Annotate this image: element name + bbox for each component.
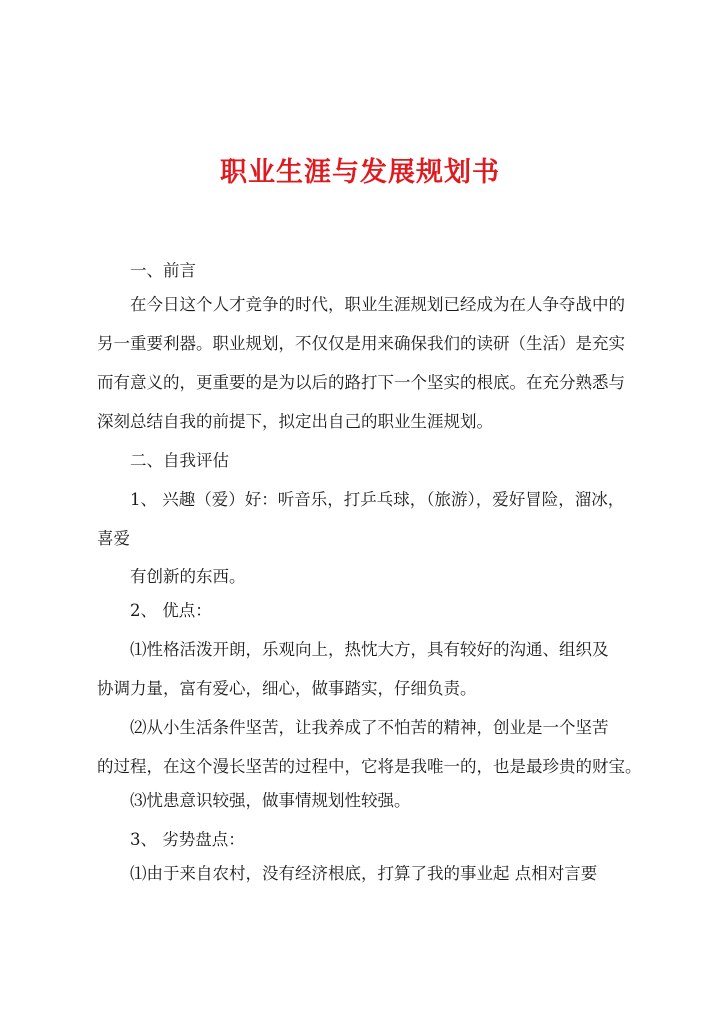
heading-self-assessment: 二、自我评估	[130, 451, 229, 470]
paragraph-line: ⑵从小生活条件坚苦，让我养成了不怕苦的精神，创业是一个坚苦	[130, 718, 609, 737]
paragraph-line: 另一重要利器。职业规划，不仅仅是用来确保我们的读研（生活）是充实	[97, 334, 625, 353]
paragraph-line: ⑴由于来自农村，没有经济根底，打算了我的事业起 点相对言要	[130, 864, 598, 883]
list-item-interests: 1、 兴趣（爱）好：听音乐，打乒乓球，（旅游），爱好冒险，溜冰，	[130, 490, 625, 509]
paragraph-line: 协调力量，富有爱心，细心，做事踏实，仔细负责。	[97, 679, 477, 698]
list-item-strengths: 2、 优点：	[130, 601, 212, 620]
heading-preface: 一、前言	[130, 261, 196, 280]
list-item-weaknesses: 3、 劣势盘点：	[130, 830, 245, 849]
paragraph-line: 的过程，在这个漫长坚苦的过程中，它将是我唯一的，也是最珍贵的财宝。	[97, 757, 642, 776]
paragraph-line: 有创新的东西。	[130, 567, 246, 586]
paragraph-line: 而有意义的，更重要的是为以后的路打下一个坚实的根底。在充分熟悉与	[97, 373, 625, 392]
paragraph-line: ⑶忧患意识较强，做事情规划性较强。	[130, 791, 411, 810]
document-title: 职业生涯与发展规划书	[220, 157, 500, 188]
paragraph-line: 深刻总结自我的前提下，拟定出自己的职业生涯规划。	[97, 412, 493, 431]
paragraph-line: ⑴性格活泼开朗，乐观向上，热忱大方，具有较好的沟通、组织及	[130, 640, 609, 659]
paragraph-line: 喜爱	[97, 529, 130, 548]
paragraph-line: 在今日这个人才竞争的时代，职业生涯规划已经成为在人争夺战中的	[130, 295, 625, 314]
